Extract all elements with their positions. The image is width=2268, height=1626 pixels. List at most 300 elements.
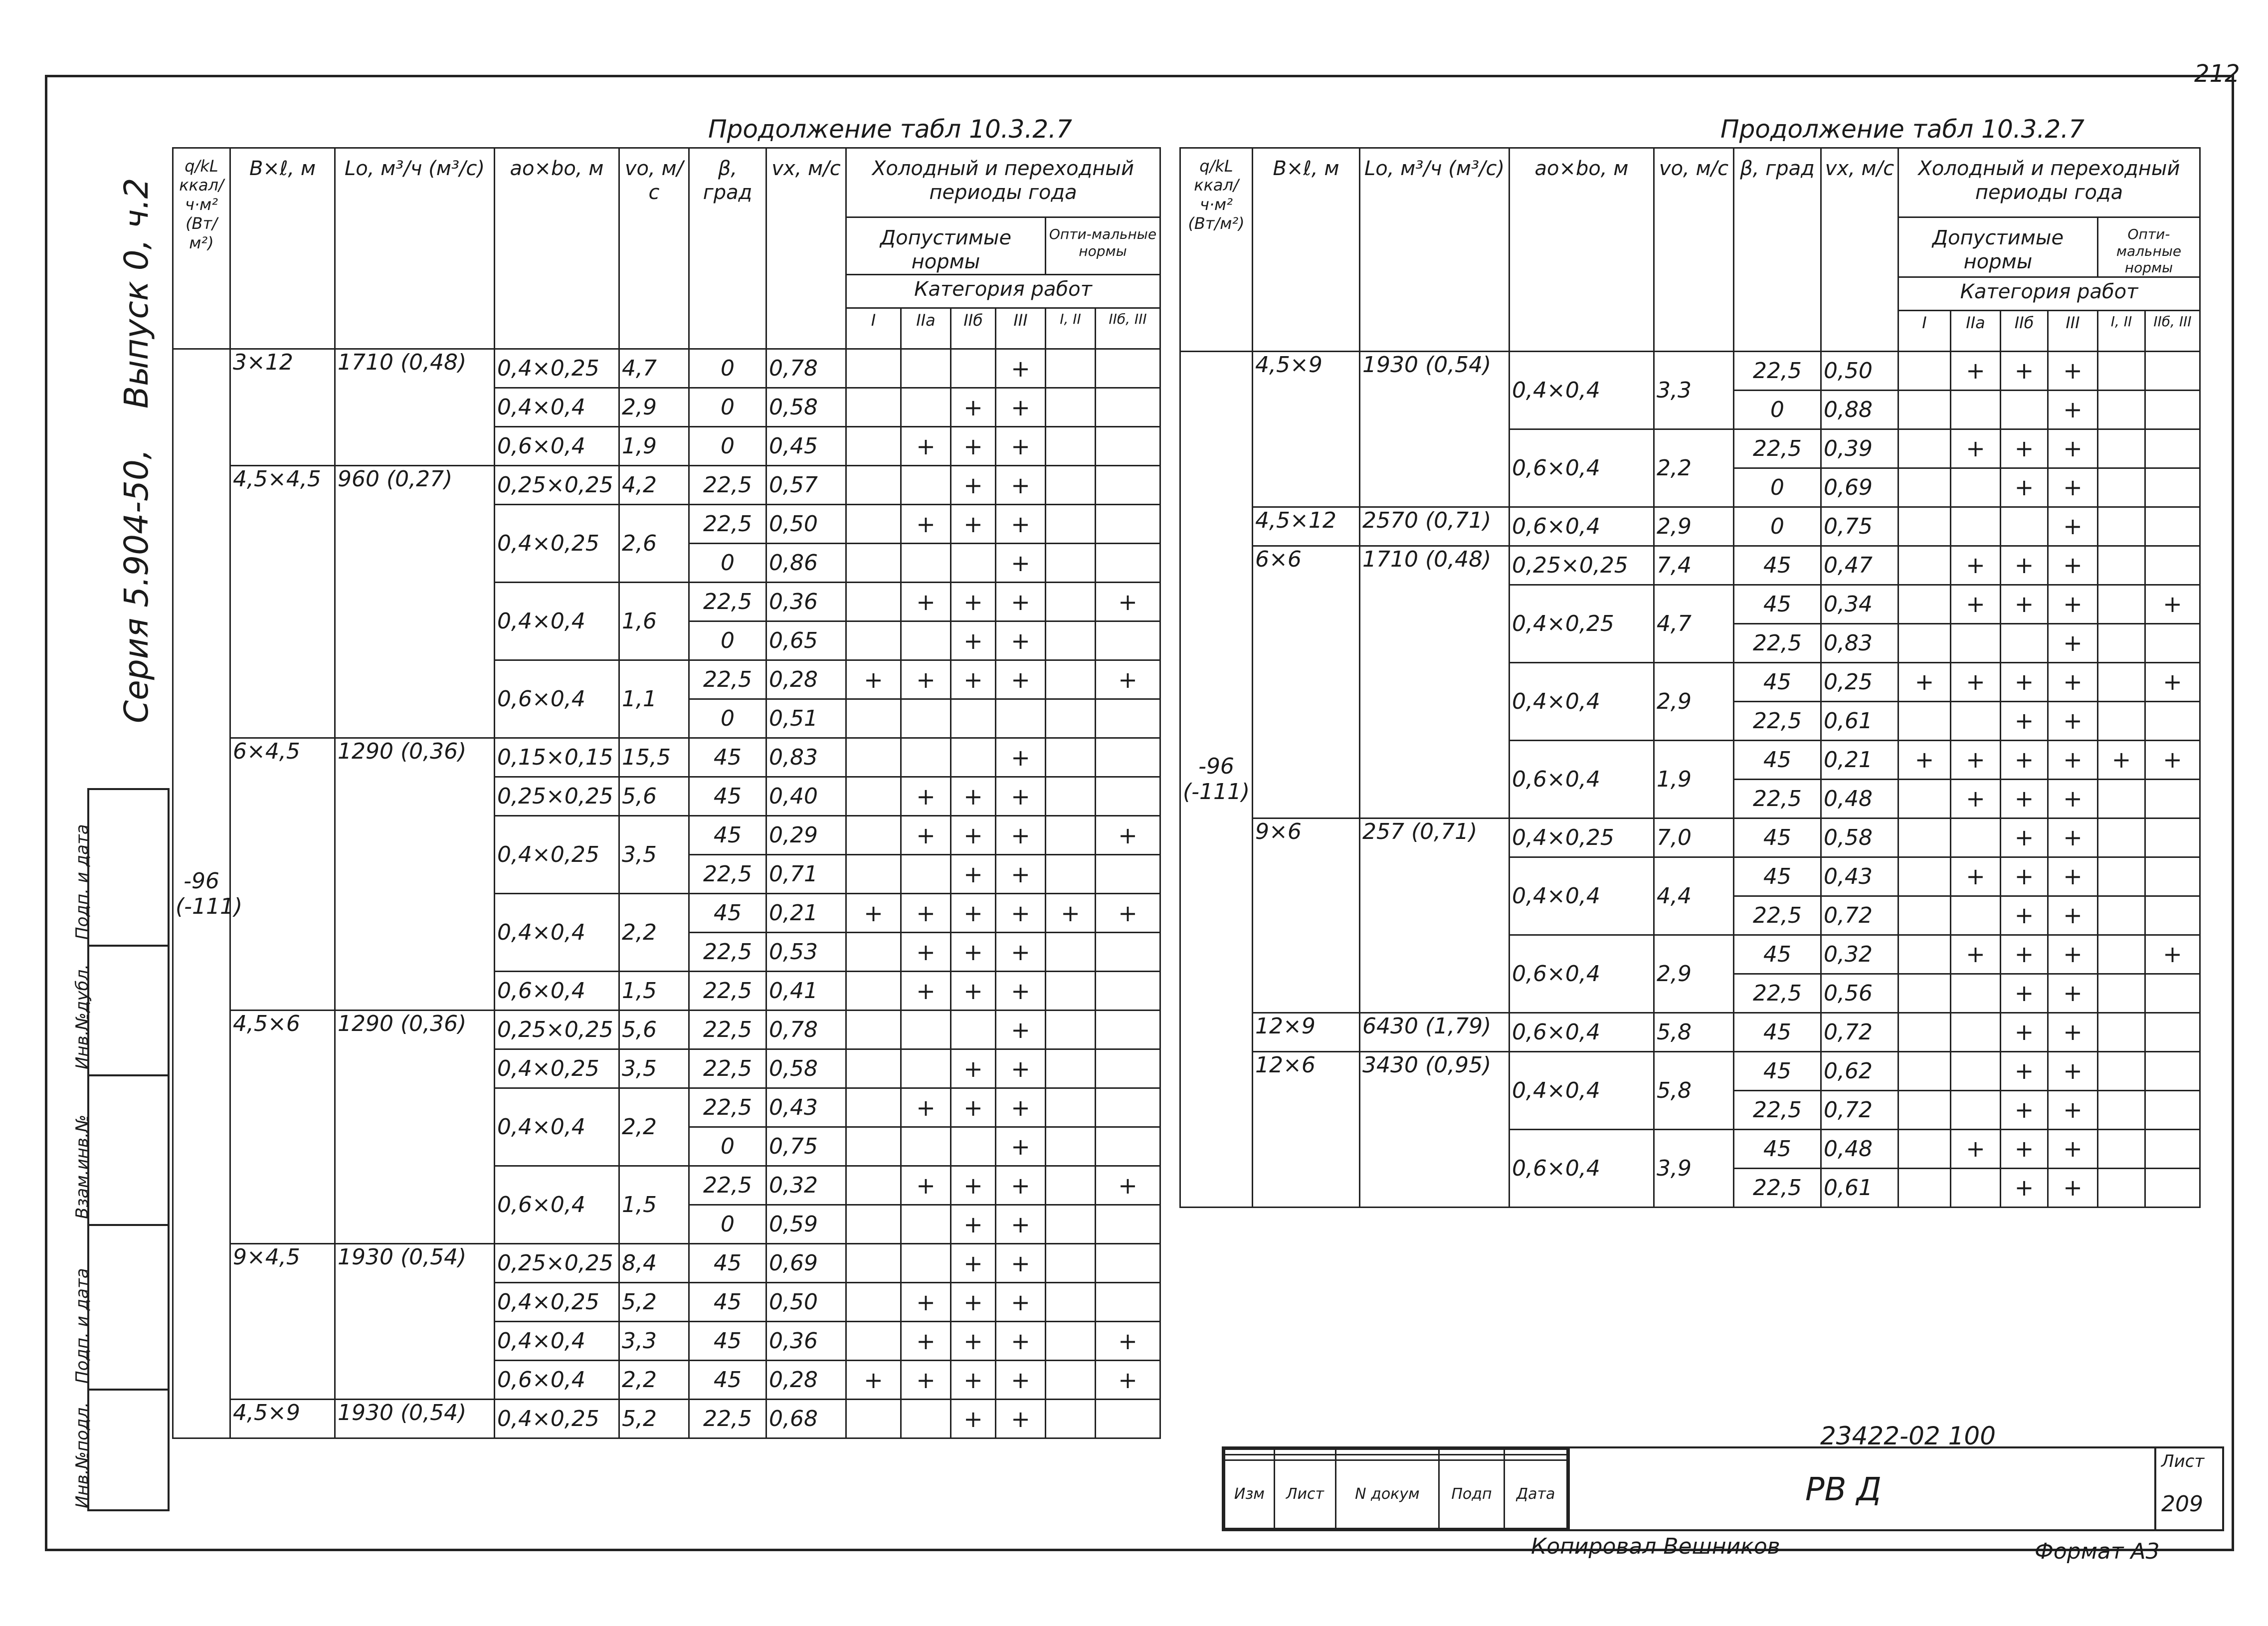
stamp-cell <box>72 1074 168 1224</box>
cell-beta: 22,5 <box>689 466 766 505</box>
cell-bl: 3×12 <box>230 349 335 466</box>
rev-col-label: Изм <box>1225 1460 1275 1528</box>
category-mark: + <box>951 1244 996 1283</box>
col-vx-header: vx, м/с <box>1821 148 1898 352</box>
category-mark <box>1046 1166 1096 1205</box>
col-bl-header: B×ℓ, м <box>230 148 335 349</box>
allowed-header: Допустимые нормы <box>1898 217 2098 277</box>
category-mark <box>901 1400 951 1438</box>
rev-col-label: Лист <box>1274 1460 1335 1528</box>
category-mark: + <box>2048 1168 2098 1207</box>
category-mark <box>1046 505 1096 544</box>
cell-vx: 0,86 <box>766 544 846 583</box>
stamp-cell <box>72 945 168 1074</box>
category-mark <box>901 1127 951 1166</box>
category-mark: + <box>846 1361 901 1400</box>
cell-ab: 0,25×0,25 <box>495 777 619 816</box>
category-mark <box>1046 1400 1096 1438</box>
cell-vo: 7,0 <box>1654 818 1734 857</box>
cell-beta: 45 <box>1734 546 1821 585</box>
category-mark: + <box>996 894 1046 933</box>
category-mark <box>2098 974 2145 1013</box>
category-mark: + <box>951 1400 996 1438</box>
category-mark <box>2145 1051 2200 1090</box>
category-mark: + <box>2145 935 2200 974</box>
cell-vo: 1,5 <box>619 972 689 1011</box>
cat-header: IIа <box>1951 310 2001 351</box>
category-mark <box>846 1244 901 1283</box>
category-mark <box>951 699 996 738</box>
category-mark: + <box>2048 429 2098 468</box>
cell-vx: 0,50 <box>766 1283 846 1322</box>
category-mark <box>1046 777 1096 816</box>
category-mark <box>1898 468 1951 507</box>
cell-ab: 0,6×0,4 <box>495 660 619 738</box>
cell-beta: 45 <box>689 1361 766 1400</box>
category-mark: + <box>1898 662 1951 701</box>
category-mark: + <box>1951 351 2001 390</box>
cell-ab: 0,4×0,25 <box>495 1049 619 1088</box>
category-mark <box>1046 738 1096 777</box>
cell-vo: 1,1 <box>619 660 689 738</box>
cell-beta: 0 <box>689 1205 766 1244</box>
cell-vo: 1,9 <box>619 427 689 466</box>
category-mark: + <box>951 1283 996 1322</box>
cell-vo: 4,7 <box>1654 585 1734 662</box>
cat-header: IIб <box>2001 310 2048 351</box>
category-mark <box>1096 544 1160 583</box>
category-mark: + <box>1951 429 2001 468</box>
cell-beta: 45 <box>689 894 766 933</box>
cell-ab: 0,4×0,25 <box>495 349 619 388</box>
category-mark: + <box>2145 585 2200 623</box>
category-mark <box>2145 429 2200 468</box>
category-mark: + <box>1951 935 2001 974</box>
category-mark <box>2145 623 2200 662</box>
category-mark: + <box>996 1049 1046 1088</box>
cell-vo: 2,9 <box>1654 507 1734 546</box>
cell-vo: 5,6 <box>619 777 689 816</box>
cell-vx: 0,28 <box>766 1361 846 1400</box>
category-mark: + <box>996 505 1046 544</box>
cell-bl: 6×4,5 <box>230 738 335 1011</box>
category-mark <box>1096 738 1160 777</box>
cell-ab: 0,4×0,4 <box>1510 857 1654 935</box>
category-mark: + <box>951 894 996 933</box>
category-mark <box>2145 468 2200 507</box>
category-mark: + <box>996 777 1046 816</box>
category-mark <box>901 621 951 660</box>
category-mark <box>846 1166 901 1205</box>
category-mark <box>1046 1361 1096 1400</box>
page-number: 212 <box>2194 60 2240 88</box>
category-mark <box>1951 468 2001 507</box>
category-mark: + <box>901 972 951 1011</box>
category-mark <box>901 544 951 583</box>
category-mark: + <box>901 933 951 972</box>
cell-ab: 0,4×0,4 <box>495 1322 619 1361</box>
cell-beta: 22,5 <box>1734 351 1821 390</box>
category-mark <box>1046 1283 1096 1322</box>
cat-header: I, II <box>1046 308 1096 349</box>
category-mark: + <box>951 972 996 1011</box>
cell-bl: 4,5×4,5 <box>230 466 335 738</box>
category-mark <box>846 1400 901 1438</box>
cell-vx: 0,48 <box>1821 1129 1898 1168</box>
cell-beta: 45 <box>689 1283 766 1322</box>
cell-lo: 6430 (1,79) <box>1360 1013 1510 1051</box>
cell-vo: 3,5 <box>619 1049 689 1088</box>
cell-vo: 7,4 <box>1654 546 1734 585</box>
category-mark: + <box>2001 818 2048 857</box>
cell-bl: 12×9 <box>1253 1013 1360 1051</box>
cell-ab: 0,4×0,25 <box>495 816 619 894</box>
cell-vx: 0,61 <box>1821 701 1898 740</box>
category-mark: + <box>2048 701 2098 740</box>
category-mark: + <box>996 1166 1046 1205</box>
category-mark: + <box>2001 1051 2048 1090</box>
cell-beta: 22,5 <box>689 583 766 621</box>
category-mark <box>1898 585 1951 623</box>
category-mark <box>1046 1088 1096 1127</box>
category-mark <box>901 1049 951 1088</box>
cell-vx: 0,58 <box>766 1049 846 1088</box>
category-header: Категория работ <box>846 275 1160 308</box>
cell-vx: 0,32 <box>1821 935 1898 974</box>
category-mark <box>2098 935 2145 974</box>
category-mark <box>2145 1168 2200 1207</box>
category-mark <box>2145 701 2200 740</box>
category-mark: + <box>2001 662 2048 701</box>
category-mark <box>951 1127 996 1166</box>
cell-vx: 0,47 <box>1821 546 1898 585</box>
category-mark <box>1898 701 1951 740</box>
category-mark: + <box>901 894 951 933</box>
col-q-header: q/kL ккал/ч·м² (Вт/м²) <box>1180 148 1253 352</box>
category-mark: + <box>1046 894 1096 933</box>
cell-vo: 5,8 <box>1654 1051 1734 1129</box>
cell-ab: 0,6×0,4 <box>1510 1013 1654 1051</box>
cell-vx: 0,88 <box>1821 390 1898 429</box>
category-mark <box>2145 390 2200 429</box>
cell-vx: 0,61 <box>1821 1168 1898 1207</box>
cell-beta: 0 <box>689 621 766 660</box>
category-mark <box>846 621 901 660</box>
cell-vx: 0,36 <box>766 1322 846 1361</box>
cell-ab: 0,25×0,25 <box>495 1011 619 1049</box>
category-mark: + <box>951 505 996 544</box>
category-mark <box>951 1011 996 1049</box>
cell-beta: 45 <box>1734 857 1821 896</box>
cell-ab: 0,6×0,4 <box>1510 429 1654 507</box>
category-mark <box>1046 1127 1096 1166</box>
category-mark <box>1951 818 2001 857</box>
category-mark <box>1046 466 1096 505</box>
cat-header: I <box>1898 310 1951 351</box>
category-mark: + <box>2048 1129 2098 1168</box>
cell-vx: 0,25 <box>1821 662 1898 701</box>
cell-ab: 0,6×0,4 <box>495 1166 619 1244</box>
cell-vx: 0,69 <box>1821 468 1898 507</box>
category-mark: + <box>1096 660 1160 699</box>
category-mark: + <box>2001 974 2048 1013</box>
cell-vo: 3,9 <box>1654 1129 1734 1207</box>
category-mark <box>2145 1013 2200 1051</box>
cell-beta: 45 <box>689 1322 766 1361</box>
category-mark <box>1951 390 2001 429</box>
category-mark <box>1046 933 1096 972</box>
cell-beta: 22,5 <box>1734 779 1821 818</box>
category-mark: + <box>951 1049 996 1088</box>
cell-vx: 0,78 <box>766 349 846 388</box>
cat-header: IIа <box>901 308 951 349</box>
cell-vo: 5,6 <box>619 1011 689 1049</box>
category-mark <box>1046 544 1096 583</box>
category-mark <box>901 1244 951 1283</box>
cell-vo: 5,2 <box>619 1283 689 1322</box>
category-mark <box>2098 701 2145 740</box>
cat-header: III <box>996 308 1046 349</box>
stamp-cell <box>72 1389 168 1513</box>
category-mark: + <box>2145 662 2200 701</box>
category-mark <box>1046 1011 1096 1049</box>
category-mark: + <box>996 1283 1046 1322</box>
category-mark <box>1046 388 1096 427</box>
cell-ab: 0,6×0,4 <box>495 972 619 1011</box>
category-mark <box>2001 507 2048 546</box>
category-mark <box>1951 974 2001 1013</box>
category-mark: + <box>2001 1090 2048 1129</box>
category-mark: + <box>2048 585 2098 623</box>
category-mark: + <box>1951 585 2001 623</box>
category-mark <box>1898 857 1951 896</box>
cell-lo: 1290 (0,36) <box>335 1011 495 1244</box>
category-mark: + <box>901 427 951 466</box>
cell-vx: 0,83 <box>766 738 846 777</box>
category-mark <box>846 1049 901 1088</box>
category-mark <box>846 544 901 583</box>
table-row <box>173 466 1160 505</box>
category-mark <box>2145 974 2200 1013</box>
category-mark: + <box>951 388 996 427</box>
table-row <box>173 1011 1160 1049</box>
category-mark <box>846 1283 901 1322</box>
category-mark: + <box>2048 1090 2098 1129</box>
paper-format: Формат А3 <box>2035 1539 2160 1564</box>
stamp-label: Подп. и дата <box>72 1268 92 1384</box>
col-lo-header: Lо, м³/ч (м³/с) <box>1360 148 1510 352</box>
cell-vx: 0,72 <box>1821 1013 1898 1051</box>
table-row <box>1180 351 2200 390</box>
cell-lo: 1710 (0,48) <box>335 349 495 466</box>
category-mark: + <box>996 972 1046 1011</box>
optimal-header: Опти-мальные нормы <box>2098 217 2200 277</box>
stamp-label: Подп. и дата <box>72 824 92 940</box>
cell-ab: 0,25×0,25 <box>495 1244 619 1283</box>
category-mark <box>2098 507 2145 546</box>
cat-header: III <box>2048 310 2098 351</box>
stamp-cell <box>72 1224 168 1389</box>
category-mark: + <box>2048 390 2098 429</box>
category-mark <box>1096 349 1160 388</box>
category-mark <box>2098 623 2145 662</box>
category-mark <box>901 738 951 777</box>
issue-text: Выпуск 0, ч.2 <box>117 178 156 409</box>
category-mark: + <box>951 816 996 855</box>
cell-bl: 12×6 <box>1253 1051 1360 1207</box>
category-mark: + <box>2001 896 2048 935</box>
stamp-cell <box>72 790 168 945</box>
cell-ab: 0,15×0,15 <box>495 738 619 777</box>
cell-ab: 0,6×0,4 <box>495 427 619 466</box>
cell-lo: 1930 (0,54) <box>1360 351 1510 507</box>
cell-lo: 1930 (0,54) <box>335 1400 495 1438</box>
cell-vx: 0,50 <box>766 505 846 544</box>
category-mark <box>1046 1244 1096 1283</box>
q-value: -96 (-111) <box>173 349 230 1438</box>
category-mark: + <box>996 388 1046 427</box>
cell-beta: 22,5 <box>1734 1090 1821 1129</box>
right-data-table <box>1179 147 2201 1208</box>
category-mark: + <box>996 466 1046 505</box>
category-mark: + <box>846 660 901 699</box>
cell-vo: 5,8 <box>1654 1013 1734 1051</box>
category-mark: + <box>1951 662 2001 701</box>
table-row <box>173 1244 1160 1283</box>
category-mark: + <box>951 660 996 699</box>
category-mark <box>901 349 951 388</box>
category-mark <box>1951 1013 2001 1051</box>
cell-beta: 22,5 <box>689 855 766 894</box>
cell-vx: 0,36 <box>766 583 846 621</box>
cell-vx: 0,39 <box>1821 429 1898 468</box>
cell-beta: 22,5 <box>689 1049 766 1088</box>
category-mark: + <box>2001 935 2048 974</box>
category-mark <box>2098 779 2145 818</box>
category-mark <box>901 1205 951 1244</box>
cat-header: I, II <box>2098 310 2145 351</box>
category-mark <box>1951 1168 2001 1207</box>
category-mark <box>1951 896 2001 935</box>
cell-vx: 0,43 <box>1821 857 1898 896</box>
category-mark <box>2098 1168 2145 1207</box>
category-mark: + <box>2001 468 2048 507</box>
cell-vx: 0,69 <box>766 1244 846 1283</box>
col-ab-header: ао×bо, м <box>1510 148 1654 352</box>
category-mark: + <box>2048 623 2098 662</box>
category-mark: + <box>901 660 951 699</box>
cell-vo: 4,7 <box>619 349 689 388</box>
category-mark <box>2098 857 2145 896</box>
category-mark: + <box>996 427 1046 466</box>
table-row <box>1180 818 2200 857</box>
category-mark: + <box>2001 546 2048 585</box>
category-mark <box>1096 1088 1160 1127</box>
category-mark <box>1096 1011 1160 1049</box>
category-mark <box>2098 1129 2145 1168</box>
stamp-label: Инв.№подл. <box>72 1402 92 1508</box>
category-mark <box>1096 466 1160 505</box>
category-mark <box>1951 1090 2001 1129</box>
cell-beta: 0 <box>689 1127 766 1166</box>
cell-lo: 3430 (0,95) <box>1360 1051 1510 1207</box>
category-mark: + <box>951 1322 996 1361</box>
category-mark: + <box>2145 740 2200 779</box>
category-mark <box>1046 660 1096 699</box>
col-beta-header: β, град <box>689 148 766 349</box>
cell-ab: 0,4×0,25 <box>495 1400 619 1438</box>
col-vx-header: vx, м/с <box>766 148 846 349</box>
copied-by: Копировал Вешников <box>1531 1534 1780 1559</box>
category-mark: + <box>2048 1051 2098 1090</box>
category-mark <box>2098 896 2145 935</box>
category-mark <box>1898 390 1951 429</box>
cell-vx: 0,72 <box>1821 1090 1898 1129</box>
category-mark: + <box>2048 546 2098 585</box>
category-mark: + <box>901 505 951 544</box>
category-mark <box>846 699 901 738</box>
cell-vx: 0,43 <box>766 1088 846 1127</box>
category-mark <box>846 1088 901 1127</box>
table-row <box>173 738 1160 777</box>
category-mark: + <box>2001 857 2048 896</box>
cell-lo: 1290 (0,36) <box>335 738 495 1011</box>
category-mark: + <box>951 1205 996 1244</box>
category-mark <box>2145 546 2200 585</box>
category-mark: + <box>951 1088 996 1127</box>
category-mark: + <box>2048 351 2098 390</box>
category-mark <box>846 1205 901 1244</box>
category-mark: + <box>2001 1013 2048 1051</box>
cell-beta: 45 <box>689 1244 766 1283</box>
category-mark: + <box>1951 740 2001 779</box>
cell-ab: 0,4×0,4 <box>495 1088 619 1166</box>
category-mark: + <box>996 660 1046 699</box>
cell-lo: 1710 (0,48) <box>1360 546 1510 818</box>
allowed-header: Допустимые нормы <box>846 217 1046 275</box>
cell-bl: 9×4,5 <box>230 1244 335 1400</box>
cell-ab: 0,4×0,4 <box>1510 351 1654 429</box>
cell-beta: 22,5 <box>1734 896 1821 935</box>
category-mark <box>2145 507 2200 546</box>
stamp-label: Взам.инв.№ <box>72 1114 92 1219</box>
cell-vx: 0,29 <box>766 816 846 855</box>
cell-vx: 0,56 <box>1821 974 1898 1013</box>
category-mark: + <box>2048 662 2098 701</box>
category-mark <box>2098 585 2145 623</box>
cell-beta: 22,5 <box>1734 701 1821 740</box>
cell-ab: 0,4×0,25 <box>495 505 619 583</box>
category-mark: + <box>951 933 996 972</box>
cell-vx: 0,51 <box>766 699 846 738</box>
category-mark <box>2098 429 2145 468</box>
category-mark: + <box>996 621 1046 660</box>
cell-beta: 0 <box>689 544 766 583</box>
category-mark <box>1096 427 1160 466</box>
category-mark <box>2145 351 2200 390</box>
category-mark <box>1096 777 1160 816</box>
category-mark <box>1898 1051 1951 1090</box>
category-mark <box>1898 351 1951 390</box>
category-mark <box>1951 1051 2001 1090</box>
cell-beta: 0 <box>1734 507 1821 546</box>
category-mark: + <box>951 427 996 466</box>
category-mark: + <box>2048 507 2098 546</box>
category-mark: + <box>996 349 1046 388</box>
cell-beta: 22,5 <box>689 1011 766 1049</box>
category-mark <box>1046 621 1096 660</box>
cell-ab: 0,4×0,4 <box>1510 1051 1654 1129</box>
